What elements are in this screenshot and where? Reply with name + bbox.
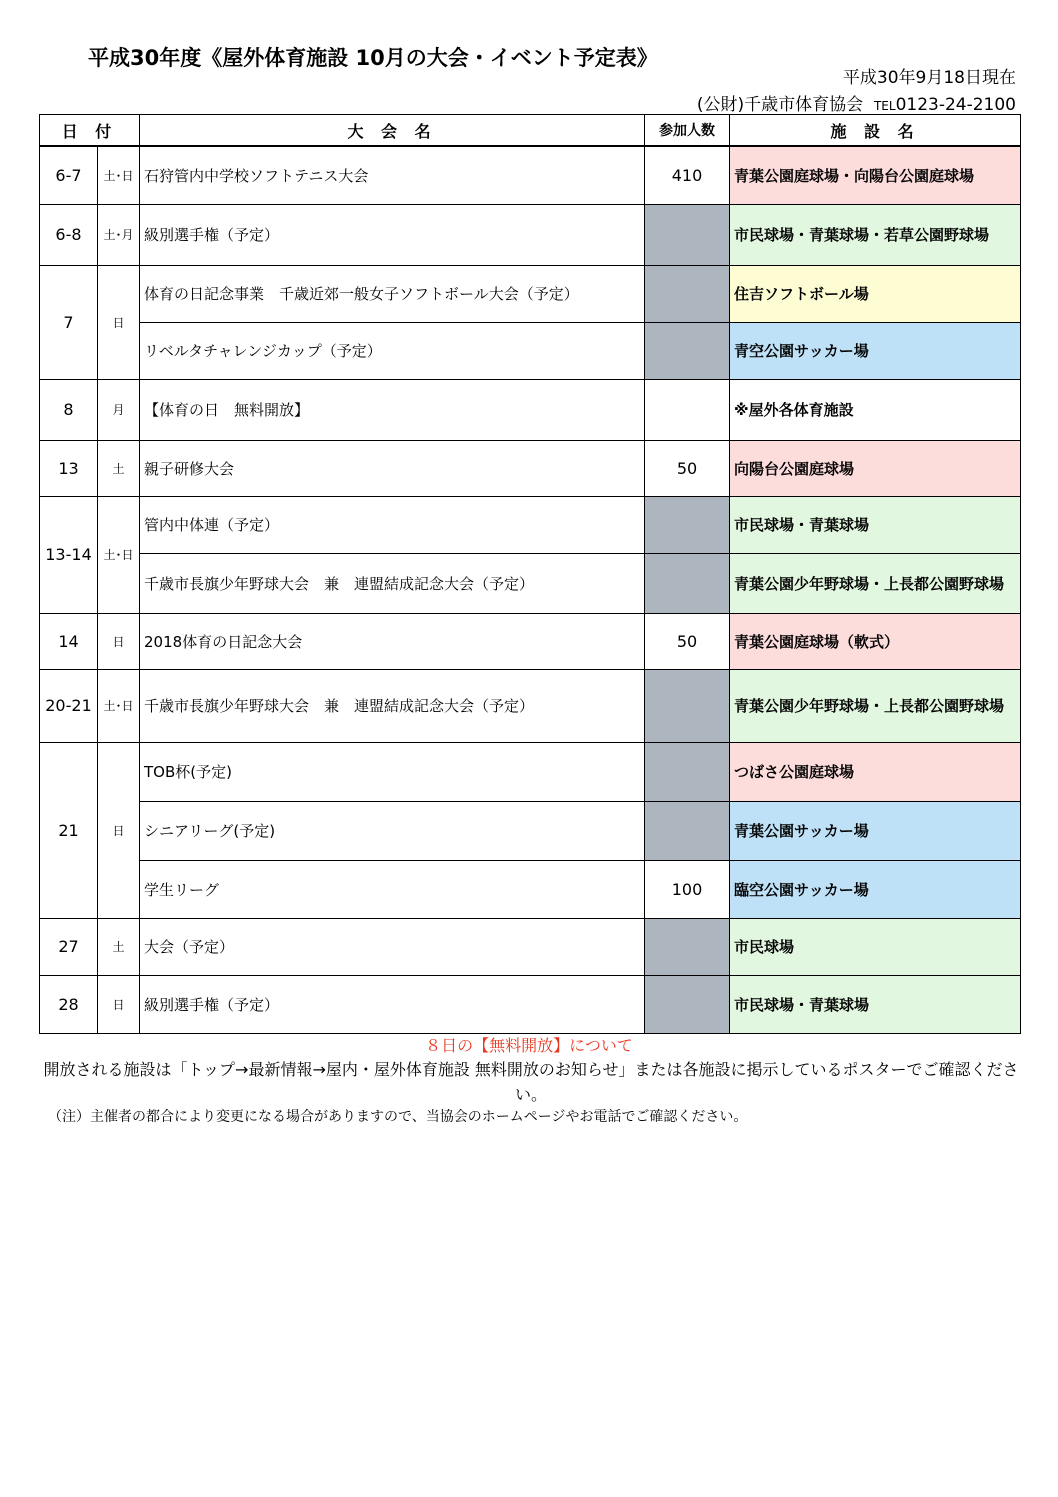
date-cell: 6-7: [40, 146, 98, 204]
facility-cell: 市民球場: [730, 918, 1021, 975]
table-row: [40, 146, 1021, 204]
date-cell: 6-8: [40, 204, 98, 265]
weekday-cell: 日: [98, 742, 140, 918]
facility-cell: ※屋外各体育施設: [730, 379, 1021, 440]
table-row: [40, 204, 1021, 265]
event-name-cell: 千歳市長旗少年野球大会 兼 連盟結成記念大会（予定）: [140, 553, 645, 613]
facility-cell: 青空公園サッカー場: [730, 322, 1021, 379]
facility-cell: 向陽台公園庭球場: [730, 440, 1021, 496]
event-name-cell: 管内中体連（予定）: [140, 496, 645, 553]
tel-number: 0123-24-2100: [895, 95, 1016, 115]
weekday-cell: 土: [98, 440, 140, 496]
weekday-cell: 日: [98, 975, 140, 1033]
table-row: [40, 496, 1021, 553]
facility-cell: つばさ公園庭球場: [730, 742, 1021, 801]
table-row: [40, 801, 1021, 860]
organization-name: (公財)千歳市体育協会: [696, 95, 864, 115]
weekday-cell: 土･日: [98, 146, 140, 204]
date-cell: 7: [40, 265, 98, 379]
date-cell: 27: [40, 918, 98, 975]
event-name-cell: 【体育の日 無料開放】: [140, 379, 645, 440]
event-name-cell: 石狩管内中学校ソフトテニス大会: [140, 146, 645, 204]
participants-cell: 50: [645, 440, 730, 496]
participants-cell: 410: [645, 146, 730, 204]
participants-cell: [645, 669, 730, 742]
tel-label: TEL: [873, 99, 896, 113]
header-participants: 参加人数: [645, 115, 730, 147]
table-row: [40, 918, 1021, 975]
schedule-table: [39, 114, 1021, 1034]
weekday-cell: 月: [98, 379, 140, 440]
free-opening-note-body: 開放される施設は「トップ→最新情報→屋内・屋外体育施設 無料開放のお知らせ」または各施設に掲示しているポスターでご確認ください。: [43, 1060, 1019, 1104]
table-row: [40, 975, 1021, 1033]
participants-cell: [645, 975, 730, 1033]
participants-cell: [645, 918, 730, 975]
date-cell: 21: [40, 742, 98, 918]
participants-cell: [645, 742, 730, 801]
table-header-row: [40, 115, 1021, 147]
facility-cell: 臨空公園サッカー場: [730, 860, 1021, 918]
facility-cell: 青葉公園少年野球場・上長都公園野球場: [730, 553, 1021, 613]
participants-cell: [645, 379, 730, 440]
header-date: 日 付: [40, 115, 140, 147]
table-row: [40, 265, 1021, 322]
facility-cell: 青葉公園少年野球場・上長都公園野球場: [730, 669, 1021, 742]
header-event: 大 会 名: [140, 115, 645, 147]
event-name-cell: シニアリーグ(予定): [140, 801, 645, 860]
date-cell: 20-21: [40, 669, 98, 742]
page-title: 平成30年度《屋外体育施設 10月の大会・イベント予定表》: [88, 46, 658, 70]
participants-cell: [645, 496, 730, 553]
event-name-cell: 体育の日記念事業 千歳近郊一般女子ソフトボール大会（予定）: [140, 265, 645, 322]
table-row: [40, 440, 1021, 496]
event-name-cell: 千歳市長旗少年野球大会 兼 連盟結成記念大会（予定）: [140, 669, 645, 742]
facility-cell: 住吉ソフトボール場: [730, 265, 1021, 322]
event-name-cell: 親子研修大会: [140, 440, 645, 496]
participants-cell: [645, 322, 730, 379]
facility-cell: 市民球場・青葉球場: [730, 975, 1021, 1033]
participants-cell: [645, 801, 730, 860]
facility-cell: 市民球場・青葉球場: [730, 496, 1021, 553]
participants-cell: 50: [645, 613, 730, 669]
weekday-cell: 土･月: [98, 204, 140, 265]
footnote: （注）主催者の都合により変更になる場合がありますので、当協会のホームページやお電話でご確認ください。: [48, 1109, 748, 1125]
table-row: [40, 860, 1021, 918]
date-cell: 14: [40, 613, 98, 669]
table-row: [40, 669, 1021, 742]
weekday-cell: 日: [98, 265, 140, 379]
organization-contact: [697, 90, 1016, 115]
event-name-cell: 級別選手権（予定）: [140, 204, 645, 265]
as-of-date: 平成30年9月18日現在: [842, 68, 1016, 88]
participants-cell: [645, 553, 730, 613]
table-row: [40, 613, 1021, 669]
table-row: [40, 742, 1021, 801]
weekday-cell: 土･日: [98, 669, 140, 742]
date-cell: 28: [40, 975, 98, 1033]
weekday-cell: 土: [98, 918, 140, 975]
date-cell: 13-14: [40, 496, 98, 613]
event-name-cell: 学生リーグ: [140, 860, 645, 918]
event-name-cell: リベルタチャレンジカップ（予定）: [140, 322, 645, 379]
table-row: [40, 379, 1021, 440]
event-name-cell: 大会（予定）: [140, 918, 645, 975]
facility-cell: 青葉公園庭球場（軟式）: [730, 613, 1021, 669]
weekday-cell: 日: [98, 613, 140, 669]
facility-cell: 青葉公園サッカー場: [730, 801, 1021, 860]
free-opening-note-heading: ８日の【無料開放】について: [425, 1036, 633, 1055]
participants-cell: [645, 204, 730, 265]
date-cell: 13: [40, 440, 98, 496]
table-row: [40, 322, 1021, 379]
event-name-cell: 級別選手権（予定）: [140, 975, 645, 1033]
date-cell: 8: [40, 379, 98, 440]
facility-cell: 青葉公園庭球場・向陽台公園庭球場: [730, 146, 1021, 204]
event-name-cell: TOB杯(予定): [140, 742, 645, 801]
header-facility: 施 設 名: [730, 115, 1021, 147]
schedule-body: [40, 146, 1021, 1033]
participants-cell: [645, 265, 730, 322]
event-name-cell: 2018体育の日記念大会: [140, 613, 645, 669]
facility-cell: 市民球場・青葉球場・若草公園野球場: [730, 204, 1021, 265]
participants-cell: 100: [645, 860, 730, 918]
weekday-cell: 土･日: [98, 496, 140, 613]
table-row: [40, 553, 1021, 613]
